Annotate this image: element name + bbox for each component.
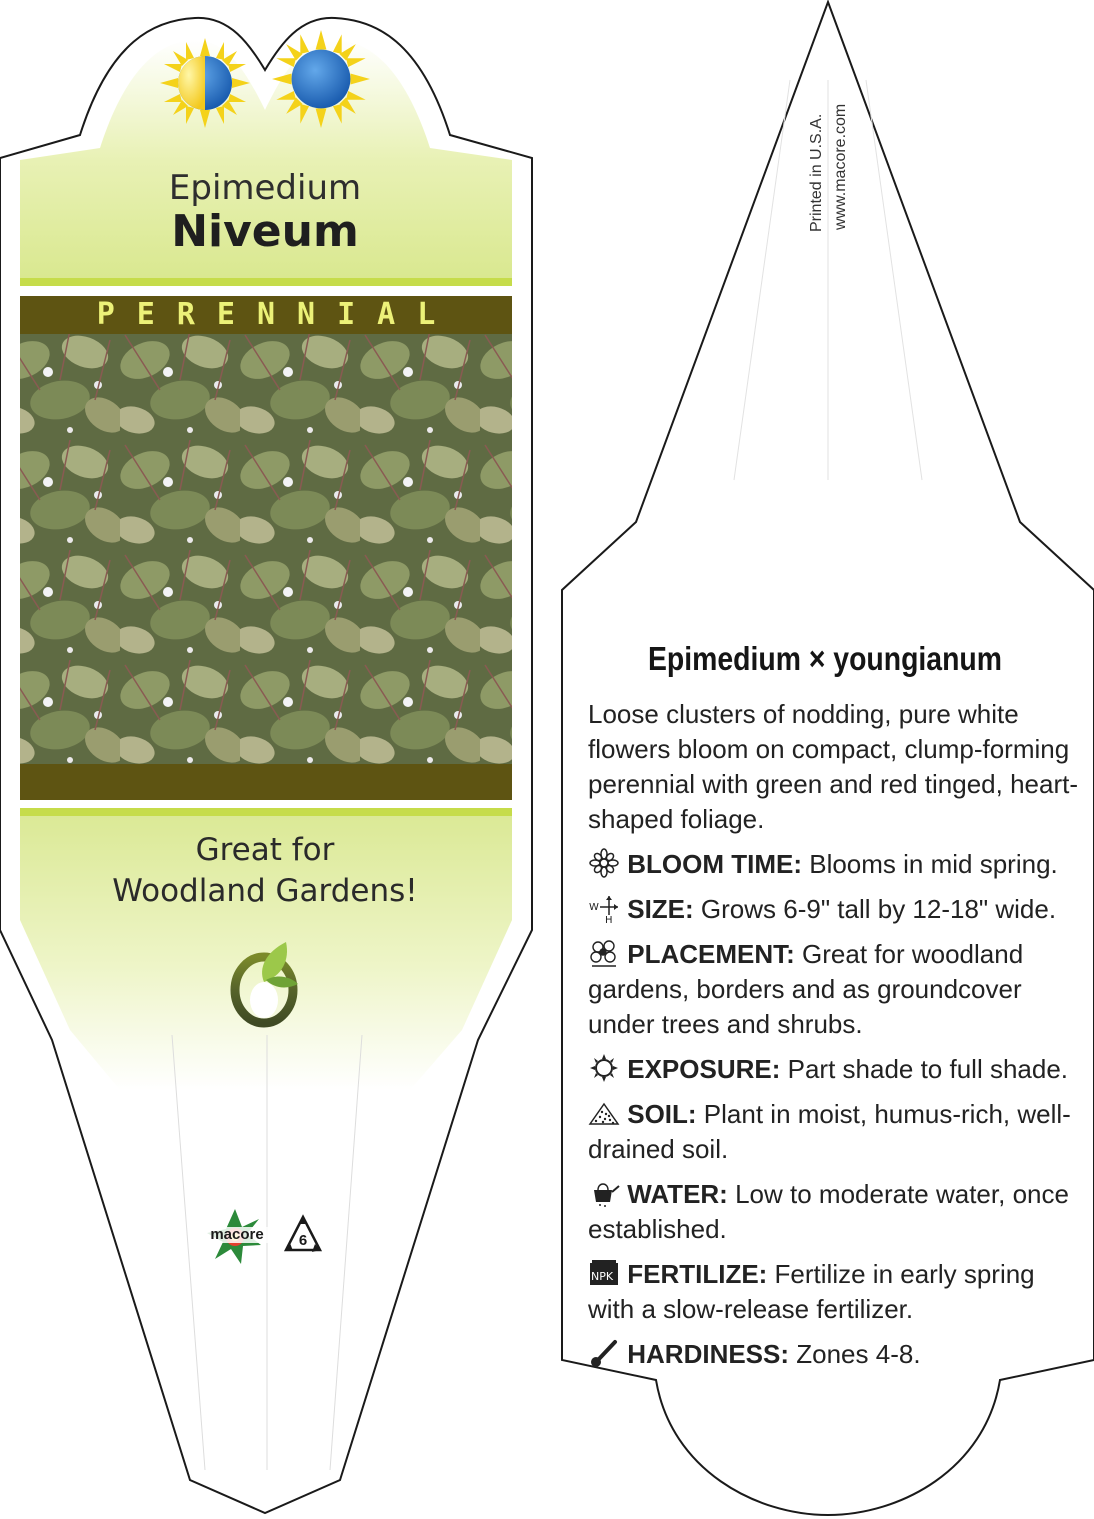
watering-can-icon	[588, 1178, 620, 1208]
soil-icon	[588, 1098, 620, 1128]
plant-species: Niveum	[171, 206, 359, 257]
npk-icon	[588, 1258, 620, 1288]
placement-value: Great for woodland gardens, borders and as groundcover under trees and shrubs.	[588, 939, 1024, 1039]
hardiness-value: Zones 4-8.	[789, 1339, 921, 1369]
size-icon-h: H	[605, 915, 613, 923]
flower-icon	[588, 848, 620, 878]
recycle-code: 6	[298, 1232, 308, 1249]
water-label: WATER:	[627, 1179, 728, 1209]
placement-label: PLACEMENT:	[627, 939, 795, 969]
plant-genus: Epimedium	[168, 168, 362, 208]
size-label: SIZE:	[627, 894, 694, 924]
bloom-time-label: BLOOM TIME:	[627, 849, 802, 879]
info-size	[588, 892, 1078, 927]
info-exposure	[588, 1052, 1078, 1087]
info-fertilize	[588, 1257, 1078, 1327]
sun-icon	[588, 1053, 620, 1083]
size-icon	[588, 893, 620, 923]
full-shade-icon	[272, 30, 370, 128]
exposure-value: Part shade to full shade.	[780, 1054, 1069, 1084]
exposure-label: EXPOSURE:	[627, 1054, 781, 1084]
info-soil	[588, 1097, 1078, 1167]
tagline	[70, 830, 460, 912]
thermometer-icon	[588, 1338, 620, 1368]
info-water	[588, 1177, 1078, 1247]
water-value: Low to moderate water, once established.	[588, 1179, 1069, 1244]
photo-footer-bar	[20, 764, 512, 800]
info-bloom-time	[588, 847, 1078, 882]
tagline-line-2: Woodland Gardens!	[112, 873, 418, 909]
size-value: Grows 6-9" tall by 12-18" wide.	[693, 894, 1057, 924]
website-text: www.macore.com	[832, 103, 849, 230]
soil-label: SOIL:	[627, 1099, 697, 1129]
printed-in-text: Printed in U.S.A.	[808, 113, 825, 232]
bloom-time-value: Blooms in mid spring.	[802, 849, 1058, 879]
plant-photo	[20, 334, 512, 764]
placement-icon	[588, 938, 620, 968]
macore-wordmark: macore	[202, 1227, 272, 1243]
npk-text: NPK	[591, 1270, 614, 1283]
info-hardiness	[588, 1337, 1078, 1372]
fertilize-value: Fertilize in early spring with a slow-release fertilizer.	[588, 1259, 1035, 1324]
category-banner: PERENNIAL	[20, 296, 512, 334]
care-info	[588, 697, 1078, 1372]
info-placement	[588, 937, 1078, 1042]
seedling-logo-icon	[228, 930, 308, 1030]
part-sun-icon	[160, 38, 250, 128]
botanical-name: Epimedium × youngianum	[647, 640, 1002, 677]
tagline-line-1: Great for	[195, 832, 335, 868]
soil-value: Plant in moist, humus-rich, well-drained soil.	[588, 1099, 1071, 1164]
fertilize-label: FERTILIZE:	[627, 1259, 768, 1289]
size-icon-w: W	[589, 902, 599, 913]
plant-description: Loose clusters of nodding, pure white flowers bloom on compact, clump-forming perennial with green and red tinged, heart-shaped foliage.	[588, 699, 1078, 834]
hardiness-label: HARDINESS:	[627, 1339, 790, 1369]
